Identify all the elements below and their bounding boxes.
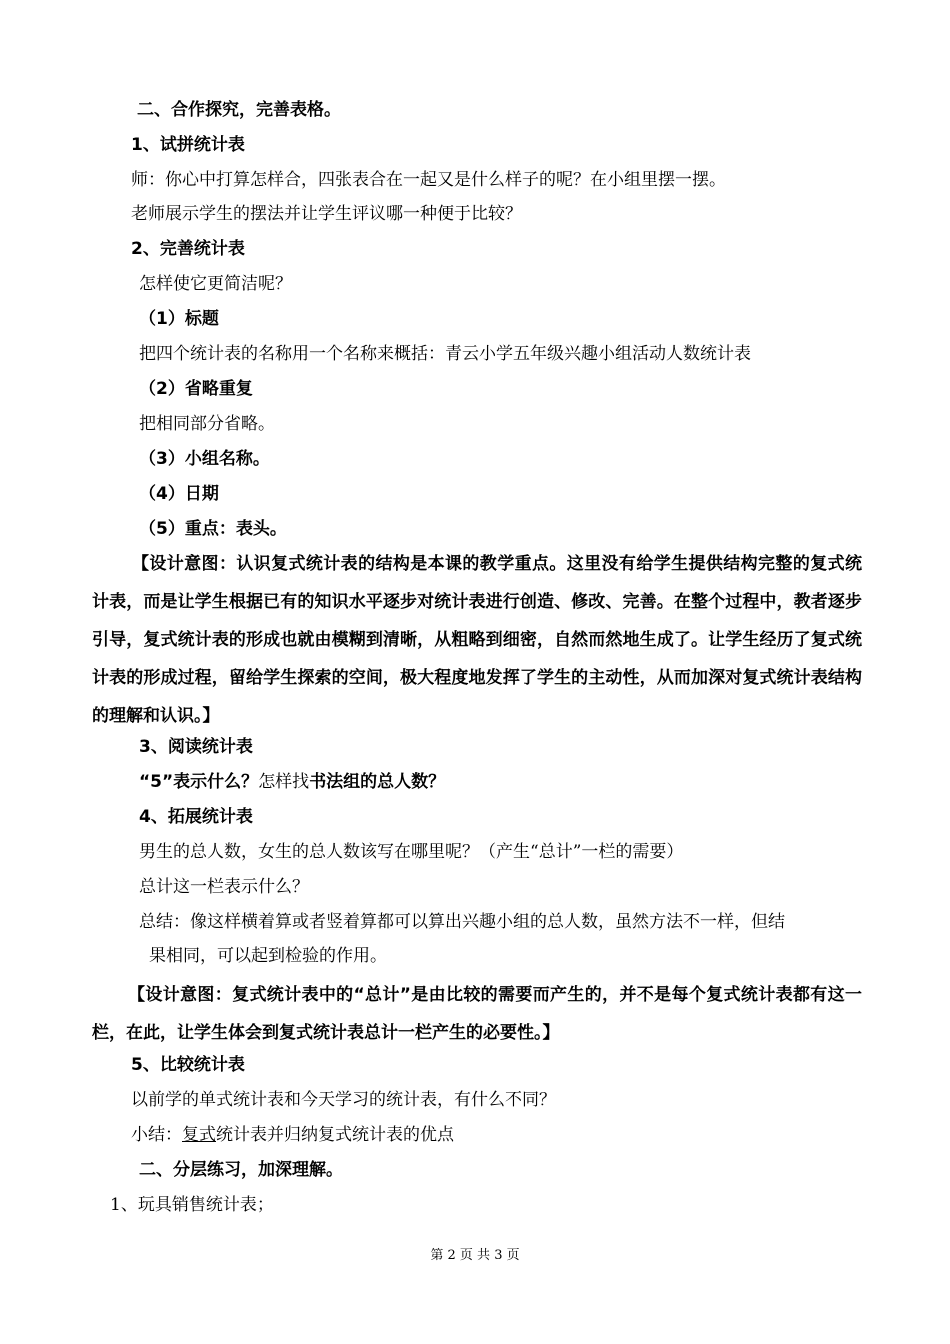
conclusion-text: 统计表并归纳复式统计表的优点 xyxy=(216,1125,454,1145)
section-heading-cooperate: 二、合作探究，完善表格。 xyxy=(137,100,341,120)
conclusion-label: 小结： xyxy=(131,1125,182,1145)
paragraph-teacher-display: 老师展示学生的摆法并让学生评议哪一种便于比较？ xyxy=(131,204,522,224)
paragraph-total-location: 男生的总人数，女生的总人数该写在哪里呢？（产生“总计”一栏的需要） xyxy=(139,842,684,862)
subsection-title-extend: 4、拓展统计表 xyxy=(139,807,253,827)
read-question-part-a: “5”表示什么？ xyxy=(139,772,259,792)
design-intent-paragraph-1: 【设计意图：认识复式统计表的结构是本课的教学重点。这里没有给学生提供结构完整的复式统计表，而是让学生根据已有的知识水平逐步对统计表进行创造、修改、完善。在整个过程中，教者逐步引导，复式统计表的形成也就由模糊到清晰，从粗略到细密，自然而然地生成了。让学生经历了复式统计表的形成过程，留给学生探索的空间，极大程度地发挥了学生的主动性，从而加深对复式统计表结构的理解和认识。】 xyxy=(92,554,862,726)
read-question-part-b: 怎样找 xyxy=(258,772,310,792)
exercise-item-1: 1、玩具销售统计表； xyxy=(110,1195,274,1215)
paragraph-summary-line-2: 果相同，可以起到检验的作用。 xyxy=(149,946,387,966)
paragraph-simplify-question: 怎样使它更简洁呢？ xyxy=(139,274,292,294)
subsection-title-read: 3、阅读统计表 xyxy=(139,737,253,757)
item-key-header: （5）重点：表头。 xyxy=(139,519,287,539)
subsection-title-compare: 5、比较统计表 xyxy=(131,1055,245,1075)
item-date: （4）日期 xyxy=(139,484,219,504)
paragraph-teacher-question: 师：你心中打算怎样合，四张表合在一起又是什么样子的呢？在小组里摆一摆。 xyxy=(131,170,726,190)
paragraph-total-meaning: 总计这一栏表示什么？ xyxy=(139,877,309,897)
paragraph-compare-question: 以前学的单式统计表和今天学习的统计表，有什么不同？ xyxy=(131,1090,556,1110)
page-number-footer: 第 2 页 共 3 页 xyxy=(430,1248,520,1263)
item-title: （1）标题 xyxy=(139,309,219,329)
read-question-part-c: 书法组的总人数？ xyxy=(309,772,446,792)
design-intent-paragraph-2: 【设计意图：复式统计表中的“总计”是由比较的需要而产生的，并不是每个复式统计表都有这一栏，在此，让学生体会到复式统计表总计一栏产生的必要性。】 xyxy=(92,985,862,1043)
conclusion-underlined-word: 复式 xyxy=(182,1125,216,1145)
section-heading-layered-practice: 二、分层练习，加深理解。 xyxy=(139,1160,343,1180)
paragraph-read-question xyxy=(139,770,445,794)
item-omit-repeat-text: 把相同部分省略。 xyxy=(139,414,275,434)
item-omit-repeat: （2）省略重复 xyxy=(139,379,253,399)
item-title-text: 把四个统计表的名称用一个名称来概括：青云小学五年级兴趣小组活动人数统计表 xyxy=(139,344,751,364)
paragraph-conclusion xyxy=(131,1123,454,1147)
item-group-name: （3）小组名称。 xyxy=(139,449,270,469)
paragraph-summary-line-1: 总结：像这样横着算或者竖着算都可以算出兴趣小组的总人数，虽然方法不一样，但结 xyxy=(139,912,785,932)
subsection-title-improve: 2、完善统计表 xyxy=(131,239,245,259)
subsection-title-try: 1、试拼统计表 xyxy=(131,135,245,155)
